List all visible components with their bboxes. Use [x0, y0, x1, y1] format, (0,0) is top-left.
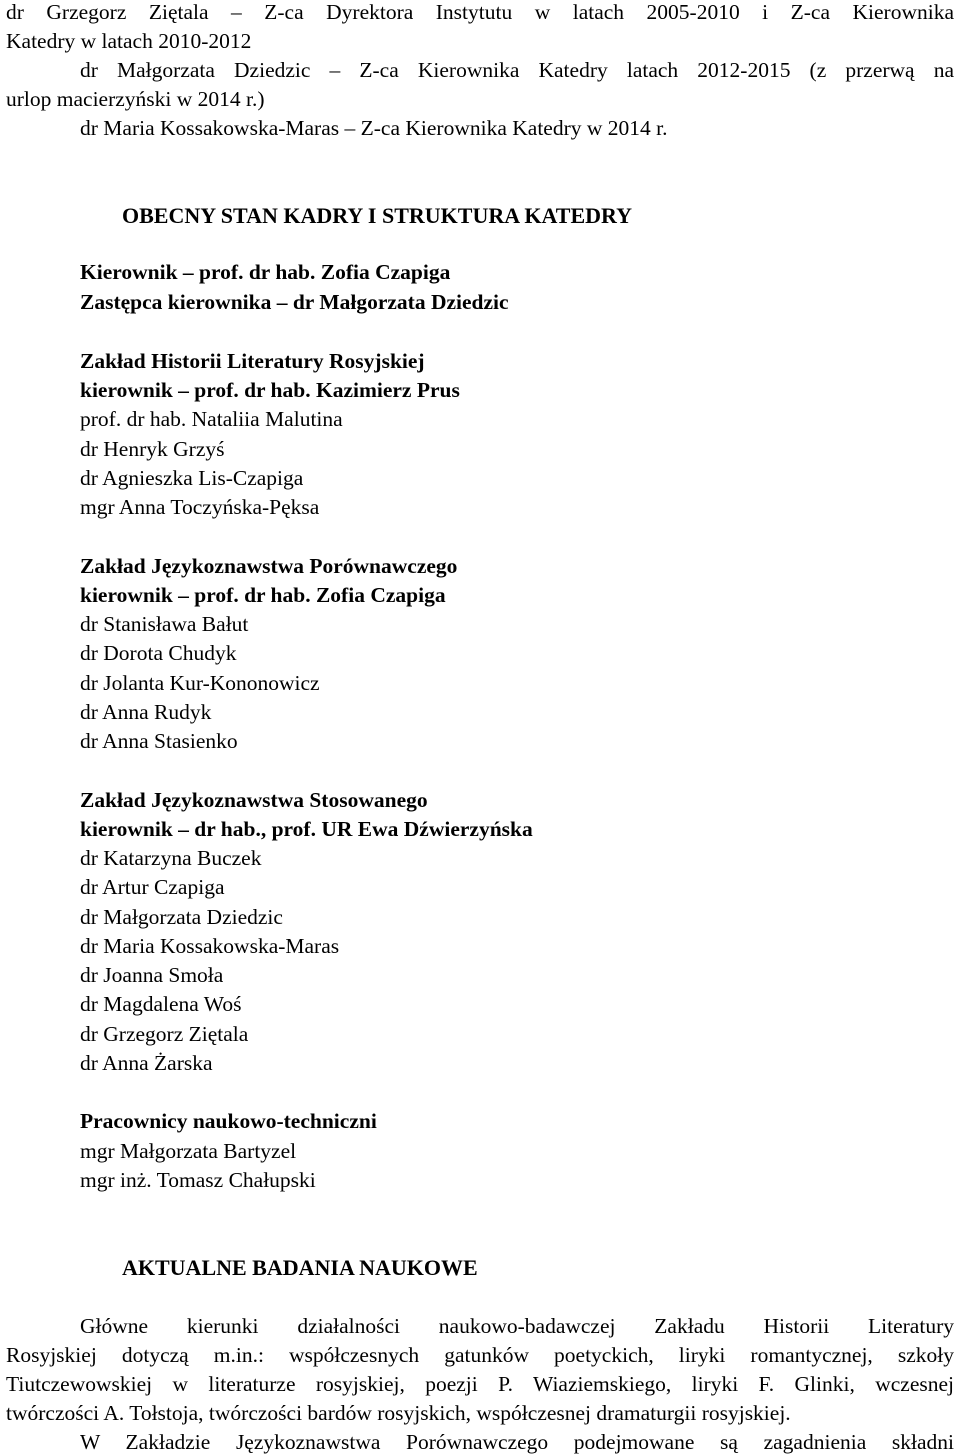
unit-name: Zakład Językoznawstwa Stosowanego [80, 788, 428, 812]
research-heading: AKTUALNE BADANIA NAUKOWE [122, 1255, 478, 1280]
staff-member: dr Katarzyna Buczek [80, 846, 262, 870]
staff-member: dr Artur Czapiga [80, 875, 225, 899]
unit-name: Zakład Językoznawstwa Porównawczego [80, 554, 458, 578]
research-paragraph-line: Tiutczewowskiej w literaturze rosyjskiej, poezji P. Wiaziemskiego, liryki F. Glinki, wczesnej [6, 1372, 954, 1396]
unit-head: kierownik – prof. dr hab. Zofia Czapiga [80, 583, 446, 607]
staff-member: dr Magdalena Woś [80, 992, 242, 1016]
staff-member: mgr Małgorzata Bartyzel [80, 1139, 297, 1163]
staff-member: dr Maria Kossakowska-Maras [80, 934, 340, 958]
research-paragraph-line: Rosyjskiej dotyczą m.in.: współczesnych gatunków poetyckich, liryki romantycznej, szkoły [6, 1343, 954, 1367]
staff-member: dr Grzegorz Ziętala [80, 1022, 249, 1046]
department-deputy: Zastępca kierownika – dr Małgorzata Dziedzic [80, 290, 509, 314]
staff-member: dr Jolanta Kur-Kononowicz [80, 671, 320, 695]
history-line-1: dr Grzegorz Ziętala – Z-ca Dyrektora Instytutu w latach 2005-2010 i Z-ca Kierownika [6, 0, 954, 24]
unit-name: Zakład Historii Literatury Rosyjskiej [80, 349, 425, 373]
staff-member: dr Henryk Grzyś [80, 437, 225, 461]
staff-member: dr Anna Żarska [80, 1051, 213, 1075]
staff-member: mgr Anna Toczyńska-Pęksa [80, 495, 320, 519]
department-head: Kierownik – prof. dr hab. Zofia Czapiga [80, 260, 451, 284]
staff-member: mgr inż. Tomasz Chałupski [80, 1168, 316, 1192]
staff-member: dr Joanna Smoła [80, 963, 224, 987]
staff-member: dr Anna Stasienko [80, 729, 238, 753]
staff-member: dr Stanisława Bałut [80, 612, 249, 636]
staff-member: dr Agnieszka Lis-Czapiga [80, 466, 304, 490]
staff-member: dr Dorota Chudyk [80, 641, 237, 665]
staff-member: dr Anna Rudyk [80, 700, 212, 724]
staff-member: dr Małgorzata Dziedzic [80, 905, 283, 929]
staff-member: prof. dr hab. Nataliia Malutina [80, 407, 343, 431]
research-paragraph-line: W Zakładzie Językoznawstwa Porównawczego podejmowane są zagadnienia składni [80, 1430, 954, 1454]
history-line-5: dr Maria Kossakowska-Maras – Z-ca Kierownika Katedry w 2014 r. [80, 116, 668, 140]
history-line-2: Katedry w latach 2010-2012 [6, 29, 252, 53]
unit-head: kierownik – dr hab., prof. UR Ewa Dźwierzyńska [80, 817, 533, 841]
research-paragraph-line: Główne kierunki działalności naukowo-badawczej Zakładu Historii Literatury [80, 1314, 954, 1338]
structure-heading: OBECNY STAN KADRY I STRUKTURA KATEDRY [122, 203, 633, 228]
technical-staff-heading: Pracownicy naukowo-techniczni [80, 1109, 377, 1133]
history-line-3: dr Małgorzata Dziedzic – Z-ca Kierownika Katedry latach 2012-2015 (z przerwą na [80, 58, 954, 82]
unit-head: kierownik – prof. dr hab. Kazimierz Prus [80, 378, 460, 402]
research-paragraph-line: twórczości A. Tołstoja, twórczości bardów rosyjskich, współczesnej dramaturgii rosyjskiej. [6, 1401, 791, 1425]
history-line-4: urlop macierzyński w 2014 r.) [6, 87, 265, 111]
